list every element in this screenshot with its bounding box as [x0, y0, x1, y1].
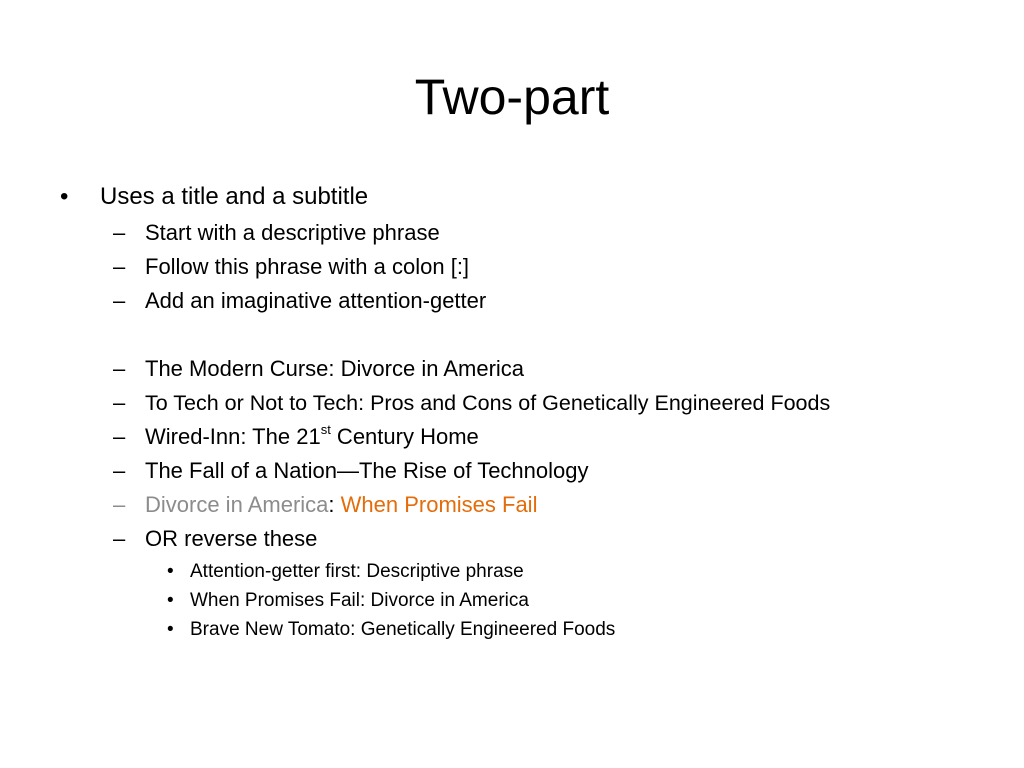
sub-sub-item-text: Attention-getter first: Descriptive phrase	[190, 561, 524, 582]
example-orange-phrase: When Promises Fail	[334, 492, 538, 517]
bullet-marker: •	[60, 183, 69, 210]
sub-item-text	[145, 423, 479, 451]
dash-marker: –	[113, 526, 126, 551]
sub-item-text: Add an imaginative attention-getter	[145, 288, 487, 313]
dash-marker: –	[113, 492, 126, 517]
dash-marker: –	[113, 390, 126, 415]
sub-sub-item-text: Brave New Tomato: Genetically Engineered Foods	[190, 619, 616, 640]
sub-item-text	[145, 491, 537, 519]
sub-item-text: The Modern Curse: Divorce in America	[145, 356, 525, 381]
example-text-before: Wired-Inn: The 21	[145, 424, 321, 449]
dash-marker: –	[113, 424, 126, 449]
slide-title: Two-part	[414, 69, 610, 125]
dash-marker: –	[113, 288, 126, 313]
dash-marker: –	[113, 254, 126, 279]
ordinal-superscript: st	[320, 421, 331, 437]
sub-item-text: Follow this phrase with a colon [:]	[145, 254, 470, 279]
example-text-after: Century Home	[330, 424, 479, 449]
bullet-marker: •	[167, 561, 174, 582]
sub-item-text: Start with a descriptive phrase	[145, 220, 440, 245]
bullet-marker: •	[167, 590, 174, 611]
sub-item-text: OR reverse these	[145, 526, 318, 551]
bullet-marker: •	[167, 619, 174, 640]
dash-marker: –	[113, 220, 126, 245]
bullet-text: Uses a title and a subtitle	[100, 183, 369, 210]
dash-marker: –	[113, 356, 126, 381]
sub-sub-item-text: When Promises Fail: Divorce in America	[190, 590, 529, 611]
example-gray-phrase: Divorce in America	[145, 492, 329, 517]
sub-item-text: The Fall of a Nation—The Rise of Technology	[145, 458, 589, 483]
example-colon: :	[328, 492, 335, 517]
sub-item-text: To Tech or Not to Tech: Pros and Cons of Genetically Engineered Foods	[145, 391, 831, 415]
dash-marker: –	[113, 458, 126, 483]
